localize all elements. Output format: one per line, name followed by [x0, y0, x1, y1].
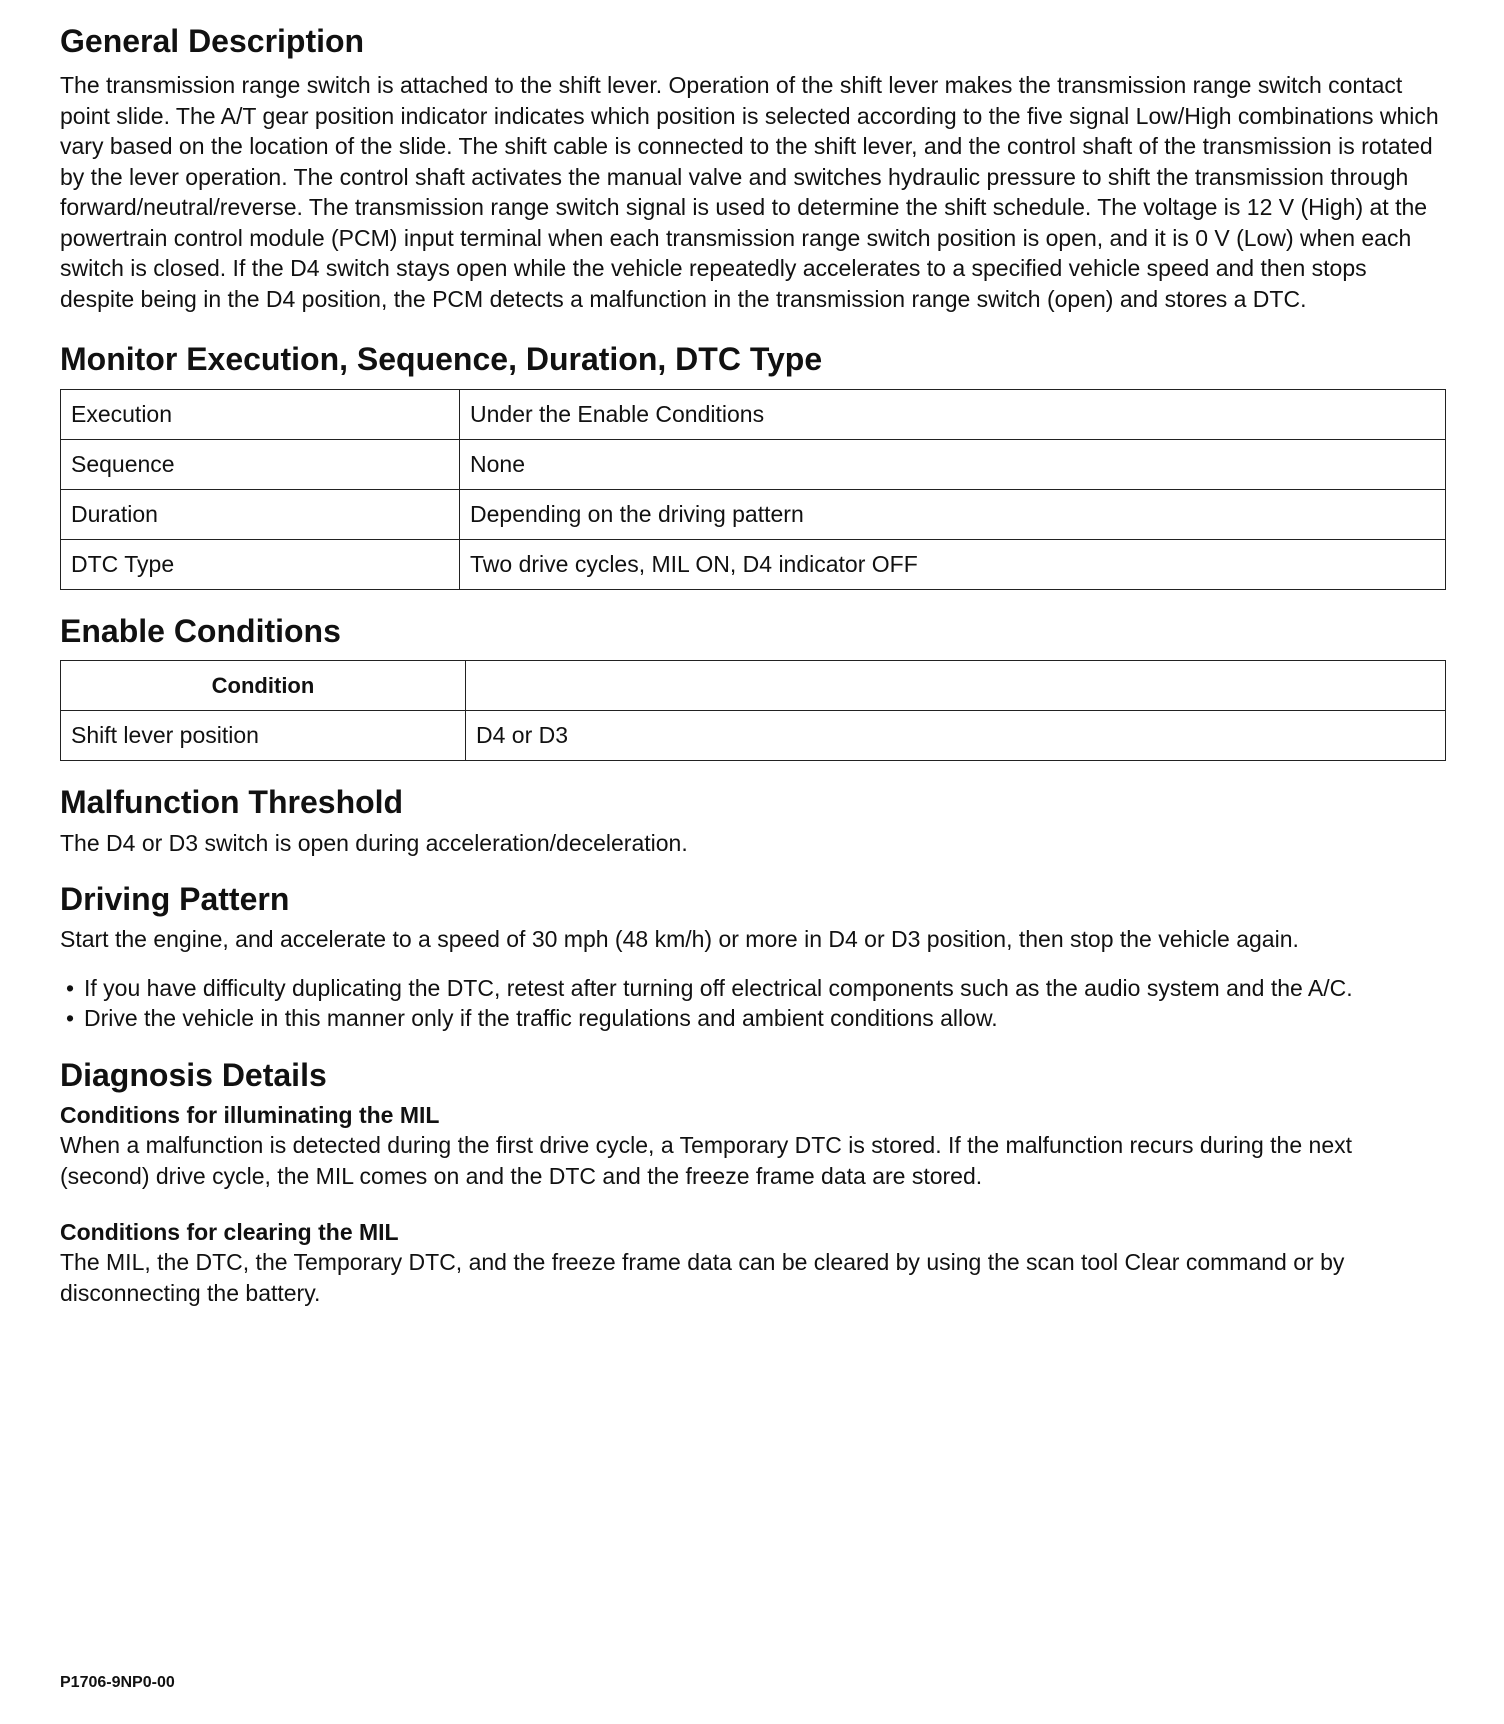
- driving-pattern-notes: [60, 973, 1446, 1034]
- table-header-row: [61, 661, 1446, 711]
- monitor-value-cell: Under the Enable Conditions: [460, 389, 1446, 439]
- diagnosis-details-heading: Diagnosis Details: [60, 1056, 327, 1093]
- enable-conditions-table: [60, 660, 1446, 761]
- monitor-label-cell: DTC Type: [61, 539, 460, 589]
- enable-conditions-heading: Enable Conditions: [60, 612, 341, 649]
- general-description-text: The transmission range switch is attached to the shift lever. Operation of the shift lever makes the transmission range switch contact point slide. The A/T gear position indicator indicates which position is selected according to the five signal Low/High combinations which vary based on the location of the slide. The shift cable is connected to the shift lever, and the control shaft of the transmission is rotated by the lever operation. The control shaft activates the manual valve and switches hydraulic pressure to shift the transmission through forward/neutral/reverse. The transmission range switch signal is used to determine the shift schedule. The voltage is 12 V (High) at the powertrain control module (PCM) input terminal when each transmission range switch position is open, and it is 0 V (Low) when each switch is closed. If the D4 switch stays open while the vehicle repeatedly accelerates to a specified vehicle speed and then stops despite being in the D4 position, the PCM detects a malfunction in the transmission range switch (open) and stores a DTC.: [60, 72, 1439, 312]
- monitor-table: [60, 389, 1446, 590]
- malfunction-threshold-heading: Malfunction Threshold: [60, 784, 404, 821]
- table-row: [61, 439, 1446, 489]
- clear-mil-heading: Conditions for clearing the MIL: [60, 1219, 399, 1246]
- malfunction-threshold-text: The D4 or D3 switch is open during acceleration/deceleration.: [60, 829, 688, 856]
- document-page: [60, 22, 1446, 1330]
- driving-pattern-text: Start the engine, and accelerate to a speed of 30 mph (48 km/h) or more in D4 or D3 position, then stop the vehicle again.: [60, 926, 1299, 953]
- note-text: If you have difficulty duplicating the DTC, retest after turning off electrical components such as the audio system and the A/C.: [84, 974, 1353, 1001]
- diagnosis-details-section: [60, 1056, 1446, 1308]
- condition-column-header: Condition: [61, 661, 466, 711]
- table-row: [61, 539, 1446, 589]
- monitor-value-cell: None: [460, 439, 1446, 489]
- clear-mil-text: The MIL, the DTC, the Temporary DTC, and the freeze frame data can be cleared by using the scan tool Clear command or by disconnecting the battery.: [60, 1249, 1345, 1306]
- table-row: [61, 389, 1446, 439]
- monitor-value-cell: Depending on the driving pattern: [460, 489, 1446, 539]
- condition-label-cell: Shift lever position: [61, 711, 466, 761]
- driving-pattern-section: [60, 880, 1446, 1034]
- enable-conditions-section: [60, 612, 1446, 761]
- table-row: [61, 489, 1446, 539]
- table-row: [61, 711, 1446, 761]
- monitor-label-cell: Duration: [61, 489, 460, 539]
- document-code: P1706-9NP0-00: [60, 1674, 175, 1691]
- monitor-label-cell: Sequence: [61, 439, 460, 489]
- bullet-icon: •: [66, 974, 75, 1001]
- illuminate-mil-heading: Conditions for illuminating the MIL: [60, 1102, 440, 1129]
- condition-value-cell: D4 or D3: [466, 711, 1446, 761]
- monitor-heading: Monitor Execution, Sequence, Duration, DTC Type: [60, 341, 823, 378]
- list-item: [60, 1003, 1446, 1034]
- general-description-heading: General Description: [60, 23, 365, 59]
- driving-pattern-heading: Driving Pattern: [60, 881, 290, 918]
- malfunction-threshold-section: [60, 783, 1446, 858]
- general-description-section: [60, 22, 1446, 314]
- note-text: Drive the vehicle in this manner only if the traffic regulations and ambient conditions allow.: [84, 1005, 998, 1032]
- monitor-section: [60, 340, 1446, 589]
- value-column-header: [466, 661, 1446, 711]
- list-item: [60, 973, 1446, 1004]
- bullet-icon: •: [66, 1005, 75, 1032]
- monitor-value-cell: Two drive cycles, MIL ON, D4 indicator OFF: [460, 539, 1446, 589]
- monitor-label-cell: Execution: [61, 389, 460, 439]
- illuminate-mil-text: When a malfunction is detected during the first drive cycle, a Temporary DTC is stored. If the malfunction recurs during the next (second) drive cycle, the MIL comes on and the DTC and the freeze frame data are stored.: [60, 1132, 1352, 1189]
